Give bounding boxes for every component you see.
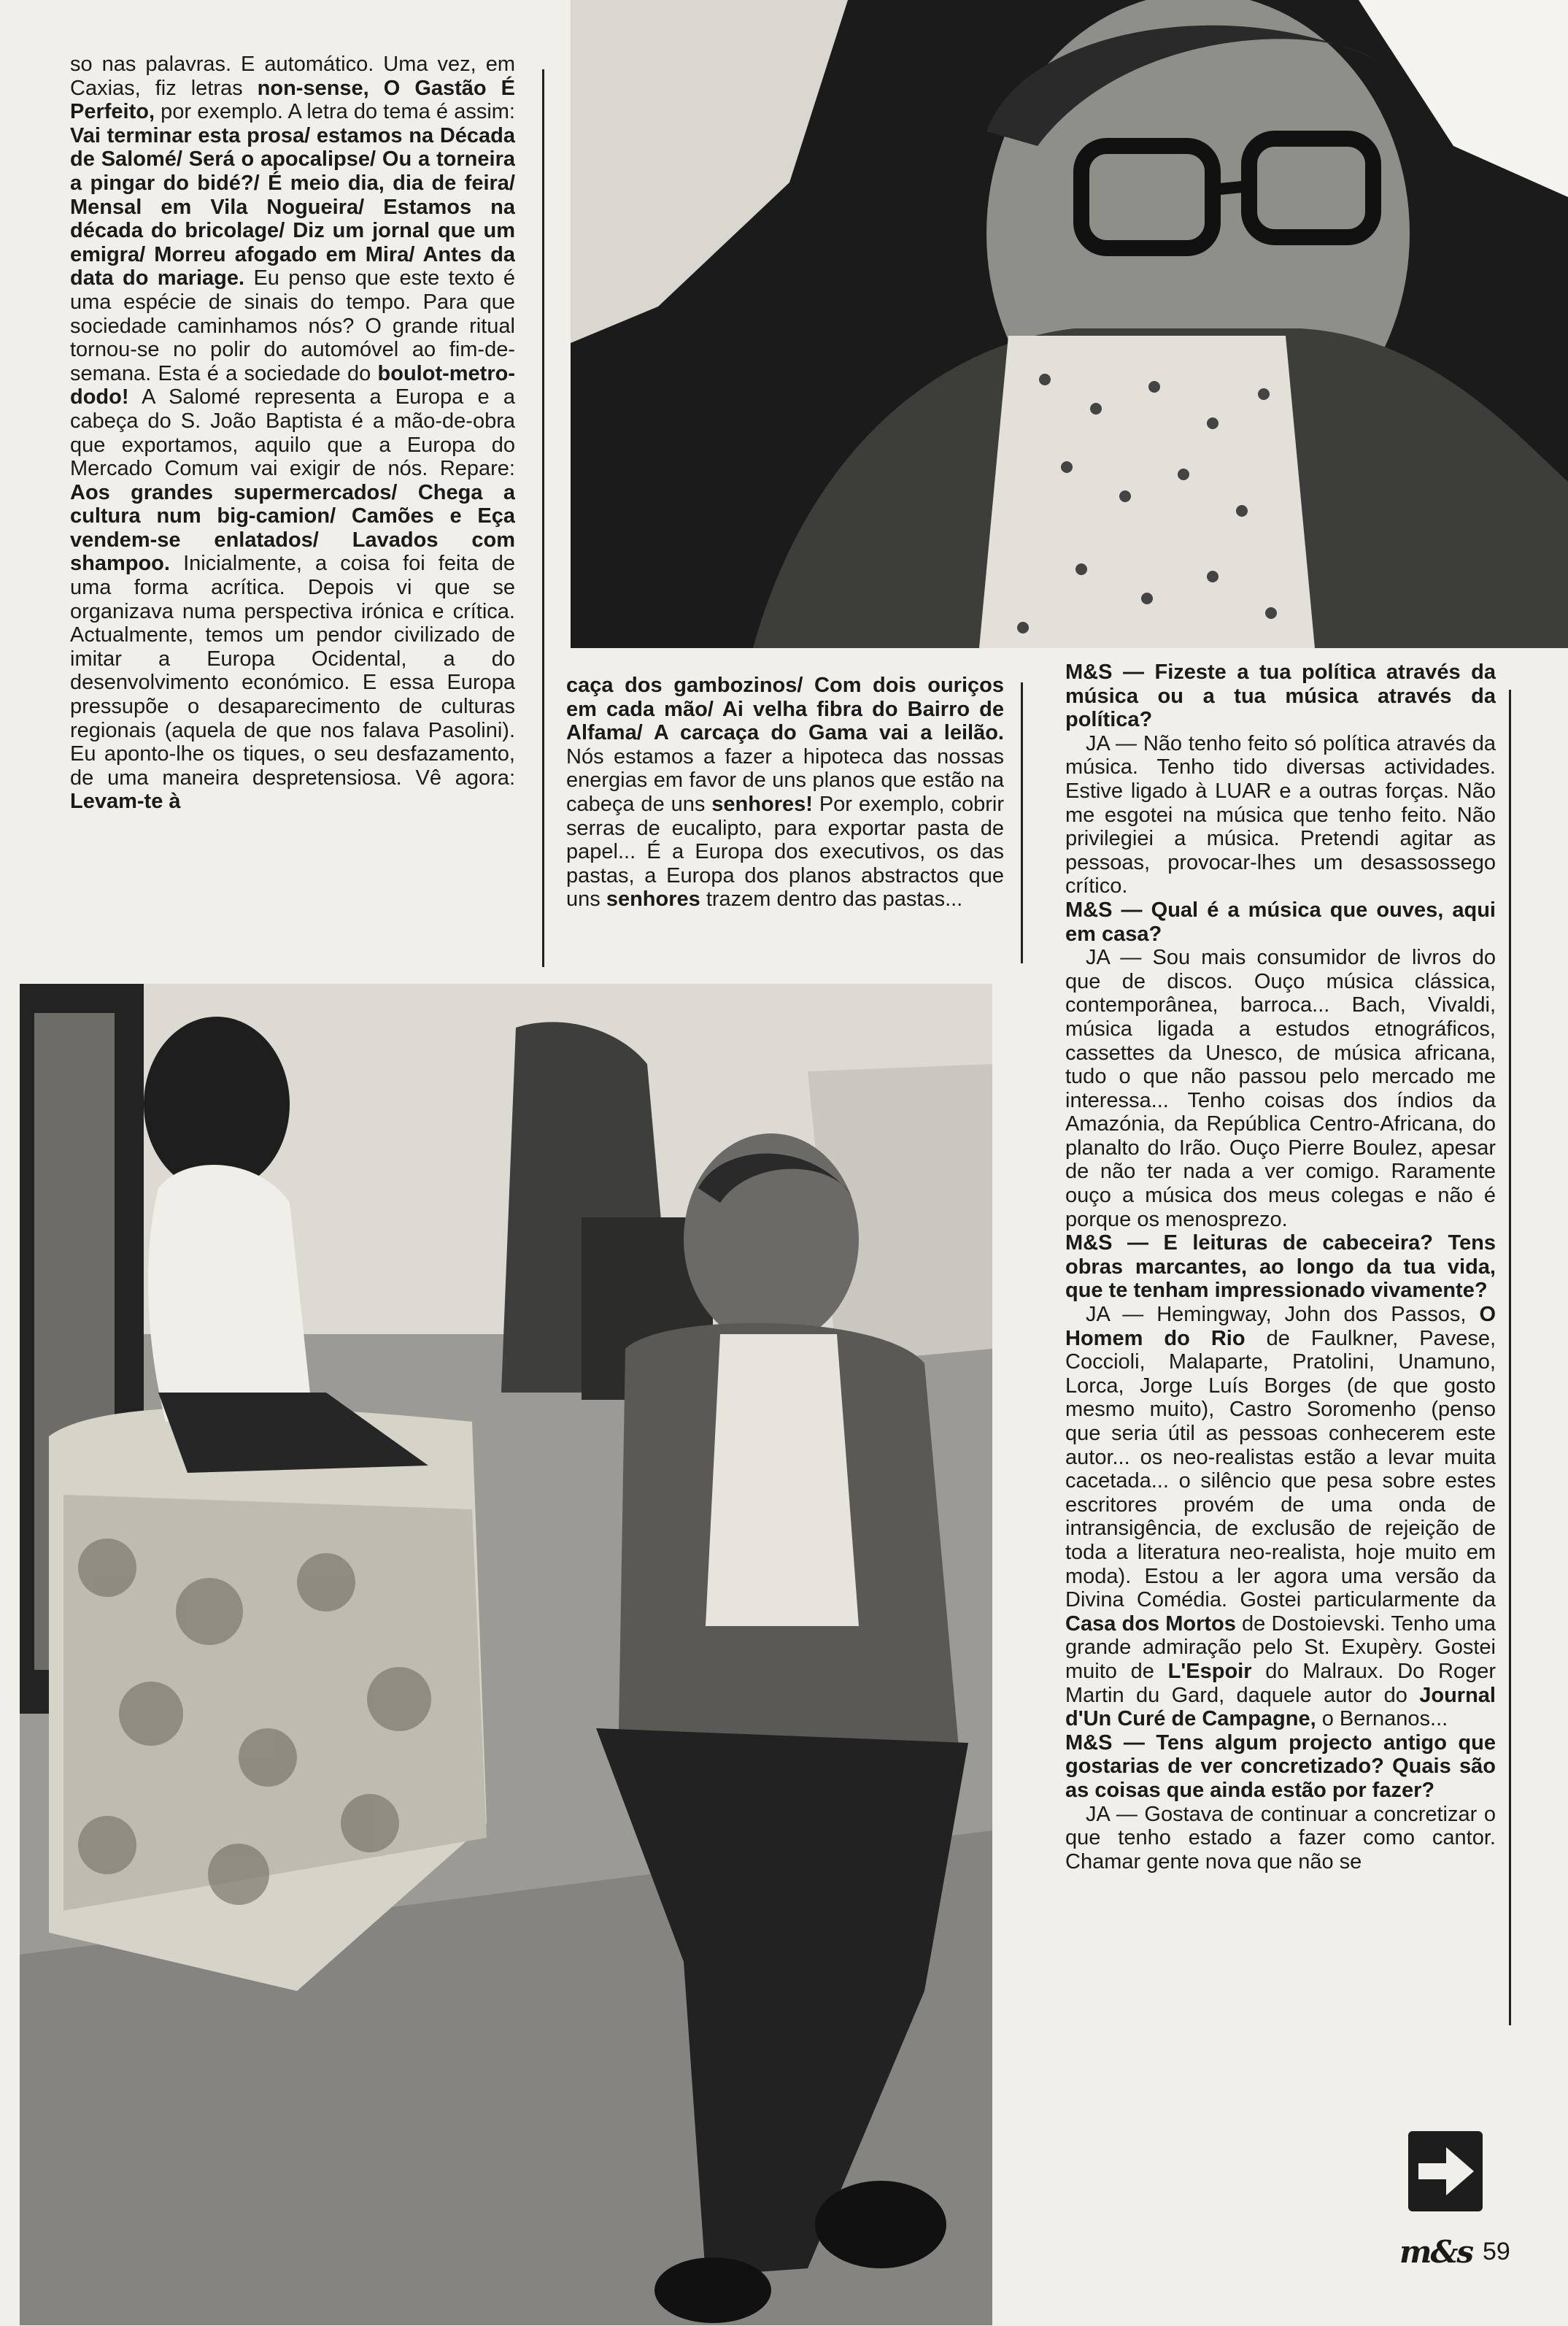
column-rule [1509,690,1511,2025]
bold-run: Journal d'Un Curé de Campagne, [1065,1683,1496,1731]
text-run: de Dostoievski. Tenho uma grande admiração pelo St. Exupèry. Gostei muito de [1065,1611,1496,1683]
column-rule [1021,682,1023,963]
text-run: de Faulkner, Pavese, Coccioli, Malaparte, Pratolini, Unamuno, Lorca, Jorge Luís Borges (de que gosto mesmo muito), Castro Soromenho (penso que seria útil as pessoas conhecerem este autor... os neo-realistas estão a levar muita cacetada... o silêncio que pesa sobre estes escritores provém de uma onda de intransigência, de exclusão de rejeição de toda a literatura neo-realista, hoje muito em moda). Estou a ler agora uma versão da Divina Comédia. Gostei particularmente da [1065,1326,1496,1612]
bold-run: boulot-metro-dodo! [70,361,515,409]
text-run: trazem dentro das pastas... [700,887,963,912]
bold-lyrics: Vai terminar esta prosa/ estamos na Década de Salomé/ Será o apocalipse/ Ou a torneira a pingar do bidé?/ É meio dia, dia de feira/ Mensal em Vila Nogueira/ Estamos na década do bricolage/ Diz um jornal que um emigra/ Morreu afogado em Mira/ Antes da data do mariage. [70,123,515,290]
page-footer [1399,2230,1510,2273]
article-paragraph [566,674,1004,912]
bold-lyrics: Aos grandes supermercados/ Chega a cultura num big-camion/ Camões e Eça vendem-se enlatados/ Lavados com shampoo. [70,480,515,576]
portrait-photo [571,0,1568,648]
article-paragraph [70,53,515,814]
text-run: Eu penso que este texto é uma espécie de sinais do tempo. Para que sociedade caminhamos nós? O grande ritual tornou-se no polir do automóvel ao fim-de-semana. Esta é a sociedade do [70,266,515,385]
bold-lyrics: Levam-te à [70,790,181,814]
interview-question: M&S — Tens algum projecto antigo que gostarias de ver concretizado? Quais são as coisas que ainda estão por fazer? [1065,1730,1496,1802]
interview-answer: JA — Sou mais consumidor de livros do que de discos. Ouço música clássica, contemporânea, barroca... Bach, Vivaldi, música ligada a estudos etnográficos, cassettes da Unesco, de música africana, tudo o que não passou pelo mercado me interessa... Tenho coisas dos índios da Amazónia, da República Centro-Africana, do planalto do Irão. Ouço Pierre Boulez, apesar de não ter nada a ver comigo. Raramente ouço a música dos meus colegas e não é porque os menosprezo. [1065,946,1496,1231]
interview-question: M&S — Fizeste a tua política através da música ou a tua música através da política? [1065,661,1496,732]
magazine-logo: m&s [1399,2233,1473,2270]
text-run: do Malraux. Do Roger Martin du Gard, daquele autor do [1065,1659,1496,1707]
text-run: A Salomé representa a Europa e a cabeça do S. João Baptista é a mão-de-obra que exportamos, aquilo que a Europa do Mercado Comum vai exigir de nós. Repare: [70,385,515,481]
couch-scene-photo [20,984,992,2325]
text-run: por exemplo. A letra do tema é assim: [155,100,515,124]
arrow-right-icon [1408,2131,1483,2211]
page-number: 59 [1483,2237,1510,2265]
bold-run: O Homem do Rio [1065,1303,1496,1350]
interview-answer: JA — Gostava de continuar a concretizar o que tenho estado a fazer como cantor. Chamar gente nova que não se [1065,1802,1496,1873]
bold-run: L'Espoir [1167,1659,1252,1683]
interview-answer: JA — Não tenho feito só política através da música. Tenho tido diversas actividades. Estive ligado à LUAR e a outras forças. Não me esgotei na música que tenho feito. Não privilegiei a música. Pretendi agitar as pessoas, provocar-lhes um desassossego crítico. [1065,731,1496,898]
text-run: Nós estamos a fazer a hipoteca das nossas energias em favor de uns planos que estão na cabeça de uns [566,744,1004,816]
bold-run: senhores! [711,792,813,816]
text-run: Inicialmente, a coisa foi feita de uma forma acrítica. Depois vi que se organizava numa perspectiva irónica e crítica. Actualmente, temos um pendor civilizado de imitar a Europa Ocidental, a do desenvolvimento económico. E essa Europa pressupõe o desaparecimento de culturas regionais (aquela de que nos falava Pasolini). Eu aponto-lhe os tiques, o seu desfazamento, de uma maneira despretensiosa. Vê agora: [70,552,515,790]
text-run: o Bernanos... [1316,1707,1448,1731]
text-run: Por exemplo, cobrir serras de eucalipto, para exportar pasta de papel... É a Europa dos executivos, os das pastas, a Europa dos planos abstractos que uns [566,792,1004,912]
bold-run: senhores [606,887,700,912]
bold-run: non-sense, O Gastão É Perfeito, [70,76,515,124]
column-rule [542,69,544,967]
interview-answer [1065,1303,1496,1731]
bold-run: Casa dos Mortos [1065,1611,1236,1636]
interview-question: M&S — Qual é a música que ouves, aqui em casa? [1065,898,1496,946]
text-run: JA — Hemingway, John dos Passos, [1086,1303,1480,1327]
text-run: so nas palavras. E automático. Uma vez, em Caxias, fiz letras [70,53,515,100]
interview-column [1065,661,1496,2151]
article-column-2 [566,674,1004,973]
interview-question: M&S — E leituras de cabeceira? Tens obras marcantes, ao longo da tua vida, que te tenham impressionado vivamente? [1065,1231,1496,1303]
bold-lyrics: caça dos gambozinos/ Com dois ouriços em cada mão/ Ai velha fibra do Bairro de Alfama/ A carcaça do Gama vai a leilão. [566,674,1004,745]
article-column-1 [70,53,515,971]
